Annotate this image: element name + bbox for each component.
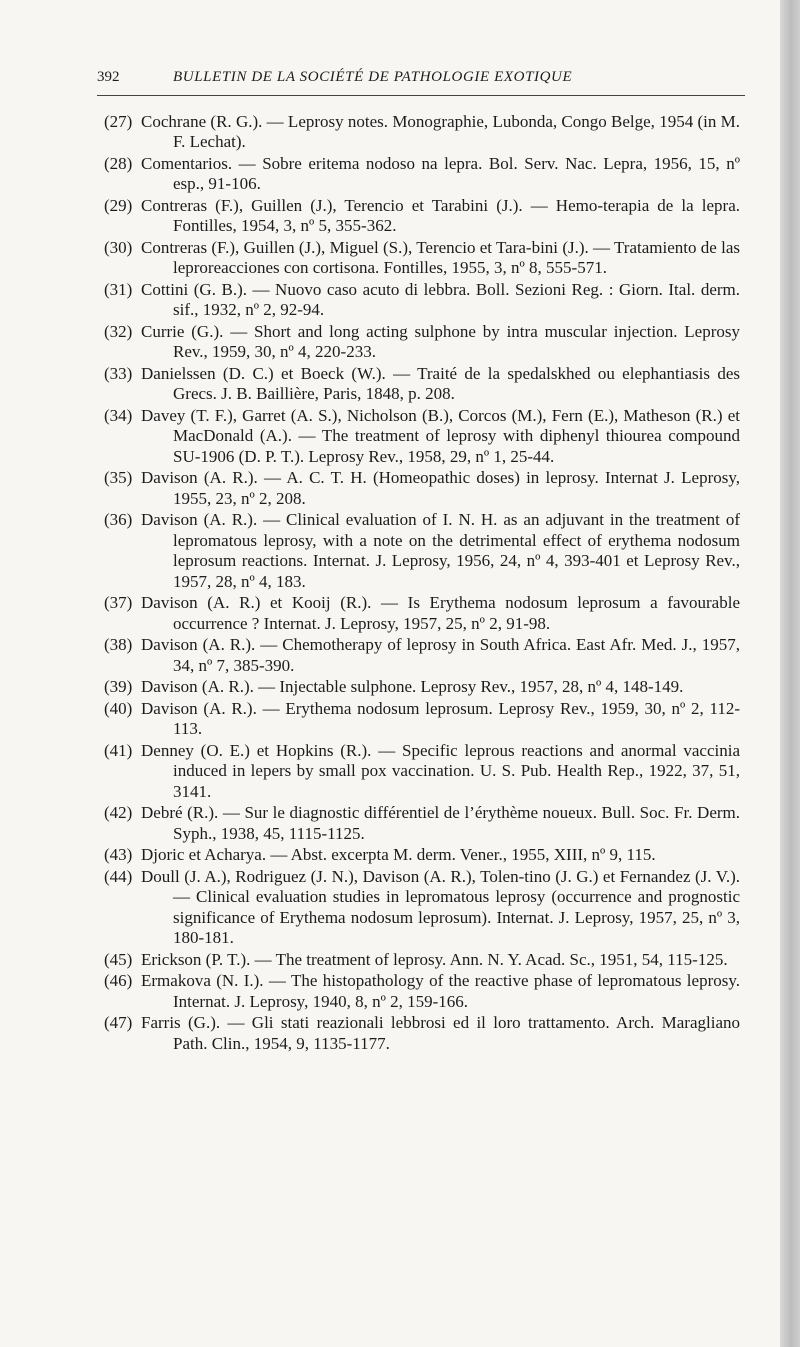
page-number: 392: [97, 69, 120, 85]
reference-number: (35): [104, 468, 133, 488]
reference-number: (41): [104, 740, 133, 760]
reference-45: [104, 950, 740, 970]
reference-number: (30): [104, 238, 133, 257]
header-rule: [97, 95, 745, 96]
reference-38: [104, 635, 740, 676]
reference-number: (39): [104, 677, 133, 697]
reference-27: [104, 112, 740, 153]
reference-35: [104, 468, 740, 509]
reference-text: Danielssen (D. C.) et Boeck (W.). — Traité de la spedalskhed ou elephantiasis des Grecs. J. B. Baillière, Paris, 1848, p. 208.: [141, 364, 740, 404]
reference-text: Doull (J. A.), Rodriguez (J. N.), Davison (A. R.), Tolen-tino (J. G.) et Fernandez (J. V.). — Clinical evaluation studies in lepromatous leprosy (occurrence and prognostic significance of Erythema nodosum leprosum). Internat. J. Leprosy, 1957, 25, nº 3, 180-181.: [141, 866, 740, 948]
reference-number: (45): [104, 949, 133, 969]
page-header: [97, 64, 745, 90]
reference-40: [104, 699, 740, 740]
reference-number: (44): [104, 866, 133, 886]
reference-number: (29): [104, 196, 133, 215]
reference-text: Currie (G.). — Short and long acting sulphone by intra muscular injection. Leprosy Rev., 1959, 30, nº 4, 220-233.: [141, 322, 740, 362]
reference-number: (36): [104, 510, 133, 530]
reference-text: Ermakova (N. I.). — The histopathology of the reactive phase of lepromatous leprosy. Internat. J. Leprosy, 1940, 8, nº 2, 159-166.: [141, 971, 740, 1011]
reference-44: [104, 867, 740, 949]
running-title: BULLETIN DE LA SOCIÉTÉ DE PATHOLOGIE EXOTIQUE: [173, 69, 573, 85]
reference-text: Cottini (G. B.). — Nuovo caso acuto di lebbra. Boll. Sezioni Reg. : Giorn. Ital. derm. sif., 1932, nº 2, 92-94.: [141, 280, 740, 320]
reference-46: [104, 971, 740, 1012]
reference-number: (46): [104, 971, 133, 991]
reference-text: Davison (A. R.). — Chemotherapy of leprosy in South Africa. East Afr. Med. J., 1957, 34, nº 7, 385-390.: [141, 635, 740, 675]
reference-number: (28): [104, 154, 133, 173]
reference-text: Farris (G.). — Gli stati reazionali lebbrosi ed il loro trattamento. Arch. Maragliano Path. Clin., 1954, 9, 1135-1177.: [141, 1013, 740, 1053]
reference-37: [104, 593, 740, 634]
reference-39: [104, 677, 740, 697]
reference-47: [104, 1013, 740, 1054]
reference-text: Davey (T. F.), Garret (A. S.), Nicholson (B.), Corcos (M.), Fern (E.), Matheson (R.) et MacDonald (A.). — The treatment of leprosy with diphenyl thiourea compound SU-1906 (D. P. T.). Leprosy Rev., 1958, 29, nº 1, 25-44.: [141, 406, 740, 466]
reference-43: [104, 845, 740, 865]
reference-number: (34): [104, 406, 133, 425]
reference-42: [104, 803, 740, 844]
reference-number: (31): [104, 280, 133, 299]
reference-text: Djoric et Acharya. — Abst. excerpta M. derm. Vener., 1955, XIII, nº 9, 115.: [141, 845, 656, 865]
reference-number: (37): [104, 593, 133, 613]
reference-number: (42): [104, 803, 133, 823]
reference-text: Cochrane (R. G.). — Leprosy notes. Monographie, Lubonda, Congo Belge, 1954 (in M. F. Lechat).: [141, 112, 740, 152]
reference-number: (32): [104, 322, 133, 341]
reference-number: (38): [104, 635, 133, 655]
reference-number: (40): [104, 698, 133, 718]
reference-32: [104, 322, 740, 363]
reference-text: Comentarios. — Sobre eritema nodoso na lepra. Bol. Serv. Nac. Lepra, 1956, 15, nº esp., 91-106.: [141, 154, 740, 194]
reference-text: Davison (A. R.). — Injectable sulphone. Leprosy Rev., 1957, 28, nº 4, 148-149.: [141, 677, 684, 697]
reference-text: Contreras (F.), Guillen (J.), Terencio et Tarabini (J.). — Hemo-terapia de la lepra. Fontilles, 1954, 3, nº 5, 355-362.: [141, 196, 740, 236]
reference-text: Debré (R.). — Sur le diagnostic différentiel de l’érythème noueux. Bull. Soc. Fr. Derm. Syph., 1938, 45, 1115-1125.: [141, 803, 740, 843]
reference-28: [104, 154, 740, 195]
reference-36: [104, 510, 740, 592]
reference-41: [104, 741, 740, 802]
reference-29: [104, 196, 740, 237]
reference-text: Denney (O. E.) et Hopkins (R.). — Specific leprous reactions and anormal vaccinia induced in lepers by small pox vaccination. U. S. Pub. Health Rep., 1922, 37, 51, 3141.: [141, 740, 740, 801]
reference-list: [104, 112, 740, 1055]
reference-30: [104, 238, 740, 279]
reference-31: [104, 280, 740, 321]
reference-33: [104, 364, 740, 405]
reference-text: Davison (A. R.). — A. C. T. H. (Homeopathic doses) in leprosy. Internat J. Leprosy, 1955, 23, nº 2, 208.: [141, 468, 740, 508]
reference-text: Erickson (P. T.). — The treatment of leprosy. Ann. N. Y. Acad. Sc., 1951, 54, 115-125.: [141, 949, 728, 969]
reference-text: Contreras (F.), Guillen (J.), Miguel (S.), Terencio et Tara-bini (J.). — Tratamiento de las leproreacciones con cortisona. Fontilles, 1955, 3, nº 8, 555-571.: [141, 238, 740, 278]
reference-34: [104, 406, 740, 467]
reference-number: (47): [104, 1013, 133, 1033]
reference-number: (27): [104, 112, 133, 131]
reference-number: (33): [104, 364, 133, 383]
reference-text: Davison (A. R.) et Kooij (R.). — Is Erythema nodosum leprosum a favourable occurrence ? Internat. J. Leprosy, 1957, 25, nº 2, 91-98.: [141, 593, 740, 633]
reference-number: (43): [104, 845, 133, 865]
scanned-page-edge: [780, 0, 800, 1347]
reference-text: Davison (A. R.). — Clinical evaluation of I. N. H. as an adjuvant in the treatment of lepromatous leprosy, with a note on the detrimental effect of erythema nodosum leprosum reactions. Internat. J. Leprosy, 1956, 24, nº 4, 393-401 et Leprosy Rev., 1957, 28, nº 4, 183.: [141, 510, 740, 591]
reference-text: Davison (A. R.). — Erythema nodosum leprosum. Leprosy Rev., 1959, 30, nº 2, 112-113.: [141, 698, 740, 739]
